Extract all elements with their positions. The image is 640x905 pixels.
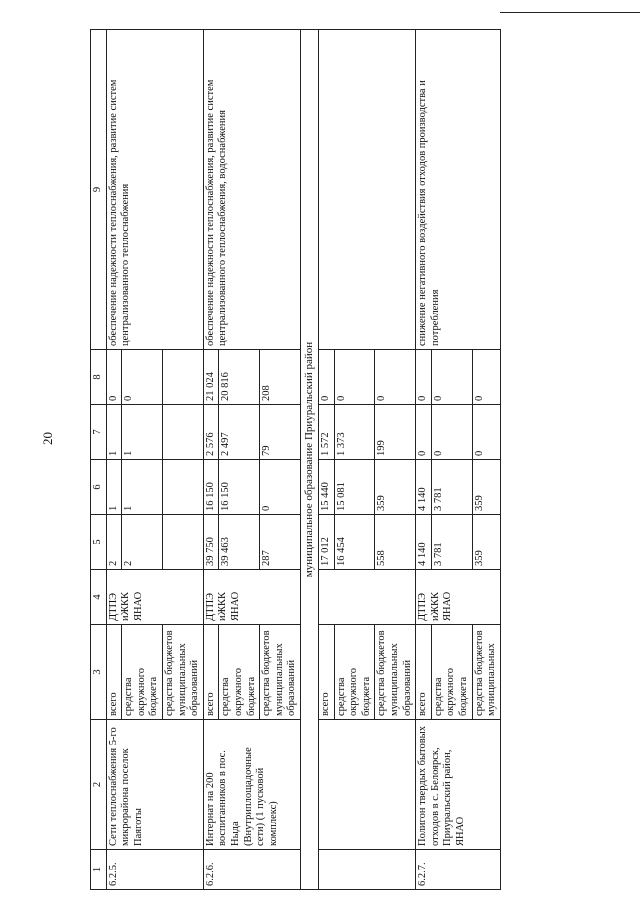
value-col6 bbox=[162, 460, 203, 515]
customer: ДТПЭ иЖКК ЯНАО bbox=[106, 570, 203, 625]
funding-source: всего bbox=[416, 625, 432, 720]
value-col5: 558 bbox=[375, 515, 416, 570]
value-col6: 1 bbox=[122, 460, 163, 515]
value-col5: 359 bbox=[472, 515, 500, 570]
value-col5 bbox=[162, 515, 203, 570]
goal: обеспечение надежности теплоснабжения, развитие систем централизованного теплоснабжения bbox=[106, 30, 203, 350]
value-col6: 15 440 bbox=[319, 460, 335, 515]
value-col8: 0 bbox=[334, 350, 375, 405]
col-header-9: 9 bbox=[91, 30, 107, 350]
funding-source: средства бюджетов муниципальных образований bbox=[375, 625, 416, 720]
value-col8: 0 bbox=[472, 350, 500, 405]
col-header-8: 8 bbox=[91, 350, 107, 405]
value-col7: 2 497 bbox=[219, 405, 260, 460]
value-col7: 1 373 bbox=[334, 405, 375, 460]
value-col7: 1 572 bbox=[319, 405, 335, 460]
value-col7: 0 bbox=[472, 405, 500, 460]
funding-source: средства окружного бюджета bbox=[431, 625, 472, 720]
goal bbox=[319, 30, 416, 350]
funding-source: всего bbox=[106, 625, 122, 720]
value-col6: 359 bbox=[472, 460, 500, 515]
value-col5: 4 140 bbox=[416, 515, 432, 570]
value-col7: 1 bbox=[106, 405, 122, 460]
col-header-3: 3 bbox=[91, 625, 107, 720]
rotated-table-wrapper bbox=[90, 30, 605, 890]
value-col5: 3 781 bbox=[431, 515, 472, 570]
funding-source: всего bbox=[319, 625, 335, 720]
value-col8: 0 bbox=[319, 350, 335, 405]
table-row bbox=[416, 30, 432, 890]
funding-source: средства бюджетов муниципальных образований bbox=[260, 625, 301, 720]
district-title: муниципальное образование Приуральский район bbox=[300, 30, 318, 890]
funding-source: средства окружного бюджета bbox=[334, 625, 375, 720]
value-col5: 39 750 bbox=[203, 515, 219, 570]
value-col8: 0 bbox=[106, 350, 122, 405]
col-header-7: 7 bbox=[91, 405, 107, 460]
funding-source: средства окружного бюджета bbox=[219, 625, 260, 720]
item-number bbox=[319, 850, 416, 890]
goal: обеспечение надежности теплоснабжения, развитие систем централизованного теплоснабжения, водоснабжения bbox=[203, 30, 300, 350]
value-col8: 208 bbox=[260, 350, 301, 405]
value-col6: 1 bbox=[106, 460, 122, 515]
value-col5: 39 463 bbox=[219, 515, 260, 570]
funding-source: средства окружного бюджета bbox=[122, 625, 163, 720]
value-col6: 16 150 bbox=[203, 460, 219, 515]
item-name: Сети теплоснабжения 5-го микрорайона поселок Паяготы bbox=[106, 720, 203, 850]
table-row bbox=[203, 30, 219, 890]
col-header-1: 1 bbox=[91, 850, 107, 890]
value-col8 bbox=[162, 350, 203, 405]
value-col6: 4 140 bbox=[416, 460, 432, 515]
value-col7 bbox=[162, 405, 203, 460]
funding-source: средства бюджетов муниципальных bbox=[472, 625, 500, 720]
value-col6: 359 bbox=[375, 460, 416, 515]
item-number: 6.2.5. bbox=[106, 850, 203, 890]
value-col5: 17 012 bbox=[319, 515, 335, 570]
value-col7: 1 bbox=[122, 405, 163, 460]
funding-source: всего bbox=[203, 625, 219, 720]
item-name: Полигон твердых бытовых отходов в с. Белоярск, Приуральский район, ЯНАО bbox=[416, 720, 501, 850]
customer: ДТПЭ иЖКК ЯНАО bbox=[203, 570, 300, 625]
value-col8: 0 bbox=[416, 350, 432, 405]
item-name bbox=[319, 720, 416, 850]
col-header-2: 2 bbox=[91, 720, 107, 850]
district-row bbox=[300, 30, 318, 890]
top-rule bbox=[500, 12, 640, 13]
value-col5: 2 bbox=[106, 515, 122, 570]
value-col7: 0 bbox=[416, 405, 432, 460]
item-name: Интернат на 200 воспитанников в пос. Ныда (Внутриплощадочные сети) (1 пусковой комплекс) bbox=[203, 720, 300, 850]
goal: снижение негативного воздействия отходов производства и потребления bbox=[416, 30, 501, 350]
table-row bbox=[106, 30, 122, 890]
value-col8: 21 024 bbox=[203, 350, 219, 405]
value-col8: 20 816 bbox=[219, 350, 260, 405]
value-col7: 199 bbox=[375, 405, 416, 460]
customer: ДТПЭ иЖКК ЯНАО bbox=[416, 570, 501, 625]
header-row bbox=[91, 30, 107, 890]
value-col7: 0 bbox=[431, 405, 472, 460]
value-col6: 16 150 bbox=[219, 460, 260, 515]
value-col5: 16 454 bbox=[334, 515, 375, 570]
value-col8: 0 bbox=[375, 350, 416, 405]
value-col6: 3 781 bbox=[431, 460, 472, 515]
value-col6: 15 081 bbox=[334, 460, 375, 515]
program-table bbox=[90, 29, 501, 890]
value-col8: 0 bbox=[122, 350, 163, 405]
col-header-6: 6 bbox=[91, 460, 107, 515]
value-col5: 2 bbox=[122, 515, 163, 570]
col-header-4: 4 bbox=[91, 570, 107, 625]
value-col7: 79 bbox=[260, 405, 301, 460]
funding-source: средства бюджетов муниципальных образований bbox=[162, 625, 203, 720]
value-col8: 0 bbox=[431, 350, 472, 405]
value-col7: 2 576 bbox=[203, 405, 219, 460]
page-number: 20 bbox=[40, 432, 55, 445]
item-number: 6.2.6. bbox=[203, 850, 300, 890]
value-col5: 287 bbox=[260, 515, 301, 570]
table-row bbox=[319, 30, 335, 890]
col-header-5: 5 bbox=[91, 515, 107, 570]
customer bbox=[319, 570, 416, 625]
item-number: 6.2.7. bbox=[416, 850, 501, 890]
value-col6: 0 bbox=[260, 460, 301, 515]
